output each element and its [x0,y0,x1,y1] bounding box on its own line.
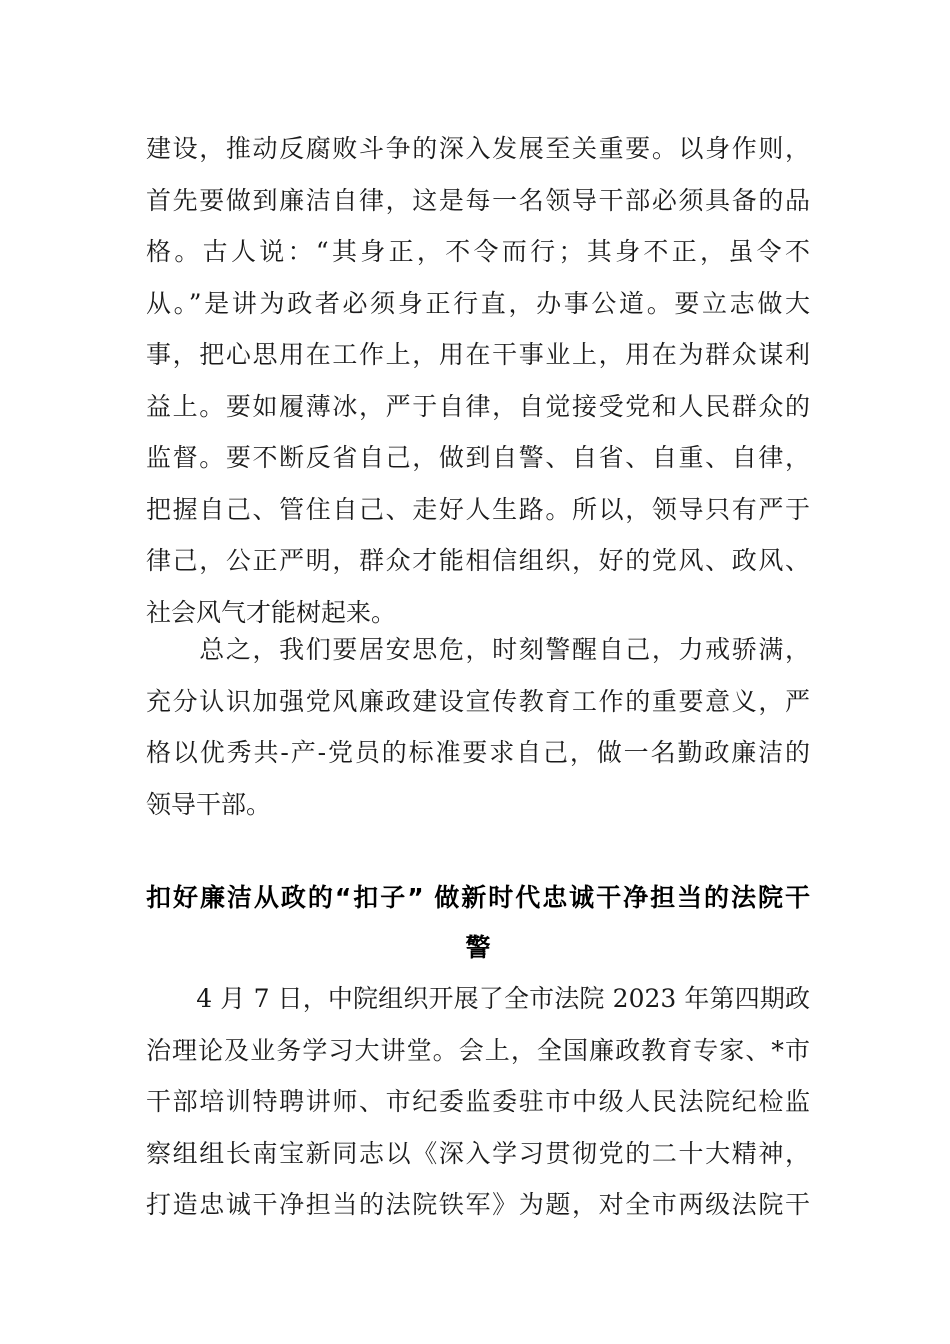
paragraph-conclusion [146,624,810,830]
text-line: 总之，我们要居安思危，时刻警醒自己，力戒骄满， [146,635,810,664]
text-line: 监督。要不断反省自己，做到自警、自省、自重、自律， [146,443,810,472]
text-line: 首先要做到廉洁自律，这是每一名领导干部必须具备的品 [146,185,810,215]
text-line: 社会风气才能树起来。 [146,597,397,627]
text-line: 治理论及业务学习大讲堂。会上，全国廉政教育专家、*市 [146,1035,810,1065]
text-line: 充分认识加强党风廉政建设宣传教育工作的重要意义，严 [146,686,810,716]
text-line: 察组组长南宝新同志以《深入学习贯彻党的二十大精神， [146,1138,810,1168]
text-line: 4 月 7 日，中院组织开展了全市法院 2023 年第四期政 [146,984,810,1013]
text-line: 事，把心思用在工作上，用在干事业上，用在为群众谋利 [146,340,810,369]
paragraph-lecture-report [146,973,810,1231]
text-line: 领导干部。 [146,789,272,819]
text-line: 从。”是讲为政者必须身正行直，办事公道。要立志做大 [146,288,810,318]
text-line: 打造忠诚干净担当的法院铁军》为题，对全市两级法院干 [146,1190,810,1219]
text-line: 格以优秀共-产-党员的标准要求自己，做一名勤政廉洁的 [146,738,810,767]
text-line: 格。古人说：“其身正，不令而行；其身不正，虽令不 [146,237,810,266]
heading-line: 扣好廉洁从政的“扣子” 做新时代忠诚干净担当的法院干 [146,883,810,912]
paragraph-integrity-self-discipline [146,123,810,638]
text-line: 干部培训特聘讲师、市纪委监委驻市中级人民法院纪检监 [146,1087,810,1116]
article-heading [146,873,810,973]
text-line: 建设，推动反腐败斗争的深入发展至关重要。以身作则， [146,134,810,163]
text-line: 把握自己、管住自己、走好人生路。所以，领导只有严于 [146,494,810,524]
text-line: 益上。要如履薄冰，严于自律，自觉接受党和人民群众的 [146,391,810,421]
heading-line: 警 [465,933,491,962]
text-line: 律己，公正严明，群众才能相信组织，好的党风、政风、 [146,546,810,575]
